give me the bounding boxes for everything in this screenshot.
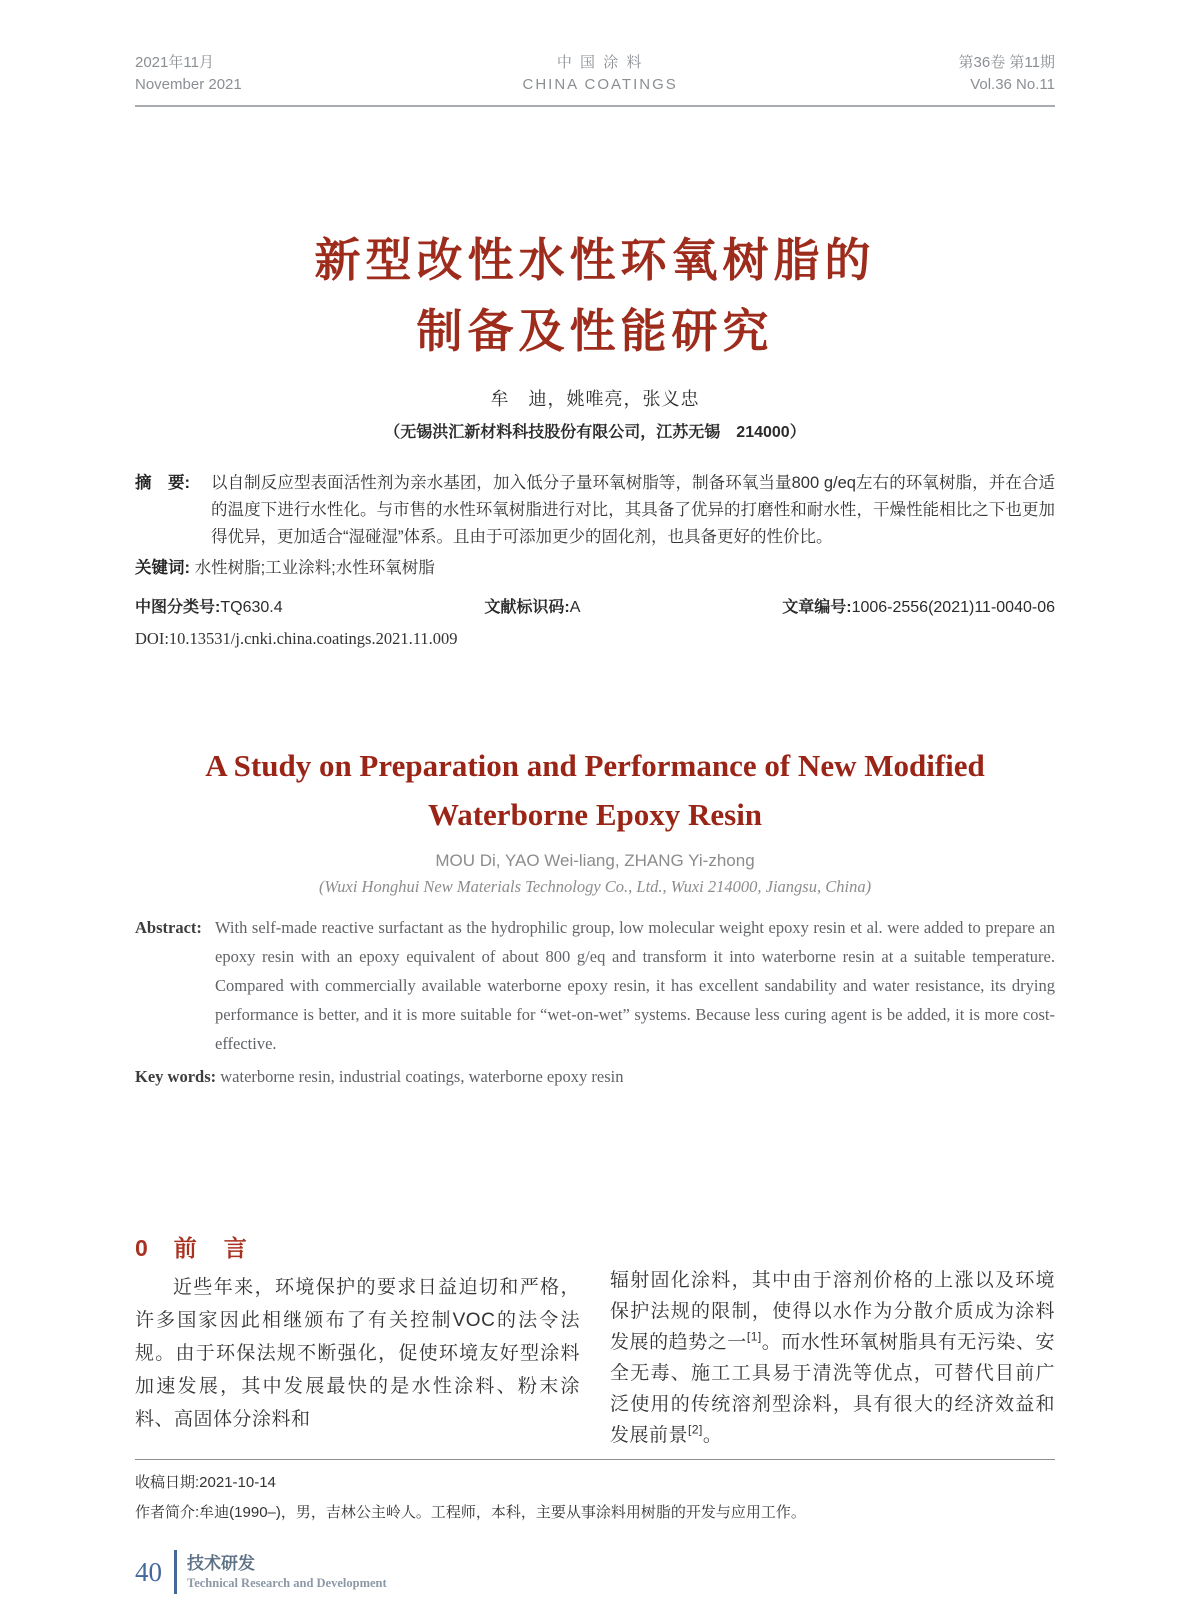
keywords-en — [135, 1062, 1055, 1091]
header-volume-en: Vol.36 No.11 — [970, 76, 1055, 93]
header-journal-name — [523, 52, 678, 96]
section-title: 前 言 — [173, 1235, 249, 1261]
affiliation-cn: （无锡洪汇新材料科技股份有限公司，江苏无锡 214000） — [384, 424, 806, 441]
reference-2: [2] — [688, 1422, 703, 1437]
authors-cn: 牟 迪，姚唯亮，张义忠 — [490, 389, 700, 409]
clc-label: 中图分类号: — [135, 599, 221, 616]
page-content — [135, 52, 1055, 1594]
intro-column-right — [610, 1233, 1055, 1451]
header-date-en: November 2021 — [135, 76, 242, 93]
article-number-value: 1006-2556(2021)11-0040-06 — [851, 599, 1055, 616]
keywords-cn — [135, 555, 1055, 582]
footer-divider-bar — [174, 1550, 177, 1594]
journal-name-cn: 中 国 涂 料 — [556, 54, 644, 71]
keywords-cn-text: 水性树脂;工业涂料;水性环氧树脂 — [194, 559, 435, 577]
article-number — [782, 594, 1055, 617]
introduction-section — [135, 1233, 1055, 1451]
article-title-cn — [135, 225, 1055, 367]
abstract-en-text: With self-made reactive surfactant as the hydrophilic group, low molecular weight epoxy resin et al. were added to prepare an epoxy resin with an epoxy equivalent of about 800 g/eq and transform it into waterborne resin at a suitable temperature. Compared with commercially available waterborne epoxy resin, it has excellent sandability and water resistance, its drying performance is better, and it is more suitable for “wet-on-wet” systems. Because less curing agent is be added, it is more cost-effective. — [215, 918, 1055, 1053]
intro-paragraph-left: 近些年来，环境保护的要求日益迫切和严格，许多国家因此相继颁布了有关控制VOC的法令法规。由于环保法规不断强化，促使环境友好型涂料加速发展，其中发展最快的是水性涂料、粉末涂料、高固体分涂料和 — [135, 1277, 580, 1430]
footer-column-title-en: Technical Research and Development — [187, 1576, 387, 1590]
author-bio: 作者简介:牟迪(1990–)，男，吉林公主岭人。工程师，本科，主要从事涂料用树脂的开发与应用工作。 — [135, 1504, 806, 1521]
journal-name-en: CHINA COATINGS — [522, 76, 678, 93]
page-header — [135, 52, 1055, 107]
footer-column-block — [187, 1553, 387, 1591]
affiliation-en: (Wuxi Honghui New Materials Technology Co., Ltd., Wuxi 214000, Jiangsu, China) — [318, 877, 872, 896]
page-number: 40 — [135, 1556, 162, 1587]
section-heading — [135, 1233, 580, 1263]
intro-right-text-1: 辐射固化涂料，其中由于溶剂价格的上涨以及环境保护法规的限制，使得以水作为分散介质成为涂料发展的趋势之一 — [610, 1270, 1055, 1353]
abstract-cn-text: 以自制反应型表面活性剂为亲水基团，加入低分子量环氧树脂等，制备环氧当量800 g/eq左右的环氧树脂，并在合适的温度下进行水性化。与市售的水性环氧树脂进行对比，其具备了优异的打磨性和耐水性，干燥性能相比之下也更加得优异，更加适合“湿碰湿”体系。且由于可添加更少的固化剂，也具备更好的性价比。 — [211, 474, 1055, 546]
doi: DOI:10.13531/j.cnki.china.coatings.2021.11.009 — [135, 629, 458, 648]
keywords-en-text: waterborne resin, industrial coatings, waterborne epoxy resin — [220, 1067, 624, 1086]
section-number: 0 — [135, 1235, 148, 1261]
footnotes — [135, 1460, 1055, 1528]
received-date: 收稿日期:2021-10-14 — [135, 1474, 276, 1491]
header-date — [135, 52, 242, 96]
article-number-label: 文章编号: — [782, 599, 852, 616]
keywords-en-label: Key words: — [135, 1067, 217, 1086]
document-code-label: 文献标识码: — [484, 599, 570, 616]
intro-right-text-2: 。而水性环氧树脂具有无污染、安全无毒、施工工具易于清洗等优点，可替代目前广泛使用的传统溶剂型涂料，具有很大的经济效益和发展前景 — [610, 1332, 1055, 1446]
keywords-cn-label: 关键词: — [135, 559, 190, 577]
footer-column-title-cn: 技术研发 — [187, 1554, 255, 1573]
abstract-cn-label: 摘 要: — [135, 474, 190, 492]
authors-en: MOU Di, YAO Wei-liang, ZHANG Yi-zhong — [435, 851, 755, 870]
clc-value: TQ630.4 — [220, 599, 283, 616]
header-date-cn: 2021年11月 — [135, 54, 214, 71]
page-footer — [135, 1550, 1055, 1594]
reference-1: [1] — [746, 1329, 762, 1344]
document-code — [484, 594, 580, 617]
intro-right-text-3: 。 — [702, 1425, 723, 1446]
header-volume — [959, 52, 1055, 96]
meta-row — [135, 594, 1055, 617]
abstract-cn — [135, 470, 1055, 551]
abstract-en — [135, 913, 1055, 1058]
article-title-cn-line2: 制备及性能研究 — [416, 305, 774, 357]
clc-number — [135, 594, 283, 617]
intro-paragraph-right — [610, 1265, 1055, 1451]
intro-column-left — [135, 1233, 580, 1451]
document-code-value: A — [569, 599, 581, 616]
article-title-en: A Study on Preparation and Performance of New Modified Waterborne Epoxy Resin — [205, 748, 985, 832]
header-volume-cn: 第36卷 第11期 — [958, 54, 1055, 71]
article-title-cn-line1: 新型改性水性环氧树脂的 — [314, 234, 876, 286]
abstract-en-label: Abstract: — [135, 918, 202, 937]
